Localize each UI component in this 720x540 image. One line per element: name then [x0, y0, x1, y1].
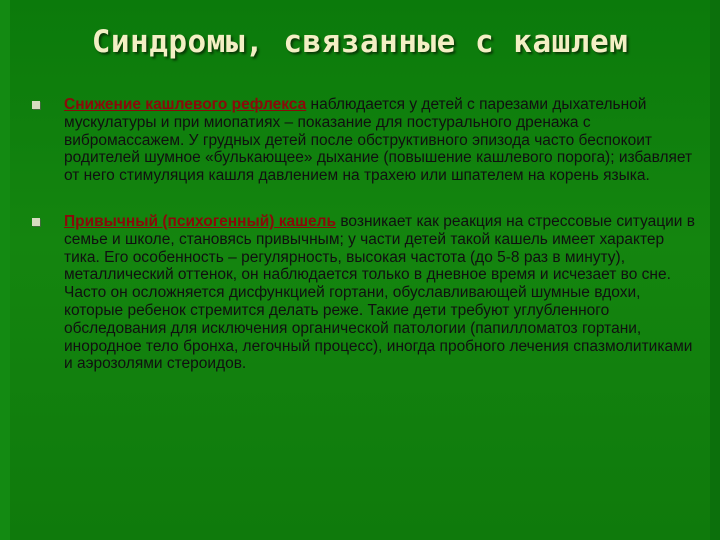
bullet-item-reflex: [30, 96, 695, 185]
bullet-text: наблюдается у детей с парезами дыхательной мускулатуры и при миопатиях – показание для постурального дренажа с вибромассажем. У грудных детей после обструктивного эпизода часто беспокоит родителей шумное «булькающее» дыхание (повышение кашлевого порога); избавляет от него стимуляция кашля давлением на трахею или шпателем на корень языка.: [64, 96, 693, 185]
bullet-heading: Привычный (психогенный) кашель: [64, 212, 337, 230]
left-edge-stripe: [0, 0, 10, 540]
square-bullet-icon: [32, 218, 40, 226]
square-bullet-icon: [32, 101, 40, 109]
slide-content: [30, 96, 695, 373]
right-edge-stripe: [710, 0, 720, 540]
bullet-heading: Снижение кашлевого рефлекса: [64, 96, 307, 113]
bullet-text: возникает как реакция на стрессовые ситуации в семье и школе, становясь привычным; у части детей такой кашель имеет характер тика. Его особенность – регулярность, высокая частота (до 5-8 раз в минуту), металлический оттенок, он наблюдается только в дневное время и исчезает во сне. Часто он осложняется дисфункцией гортани, обуславливающей шумные вдохи, которые ребенок стремится делать реже. Такие дети требуют углубленного обследования для исключения органической патологии (папилломатоз гортани, инородное тело бронха, легочный процесс), иногда пробного лечения спазмолитиками и аэрозолями стероидов.: [64, 212, 695, 373]
slide-title: Синдромы, связанные с кашлем: [91, 24, 629, 60]
bullet-item-habitual-cough: [30, 213, 695, 373]
